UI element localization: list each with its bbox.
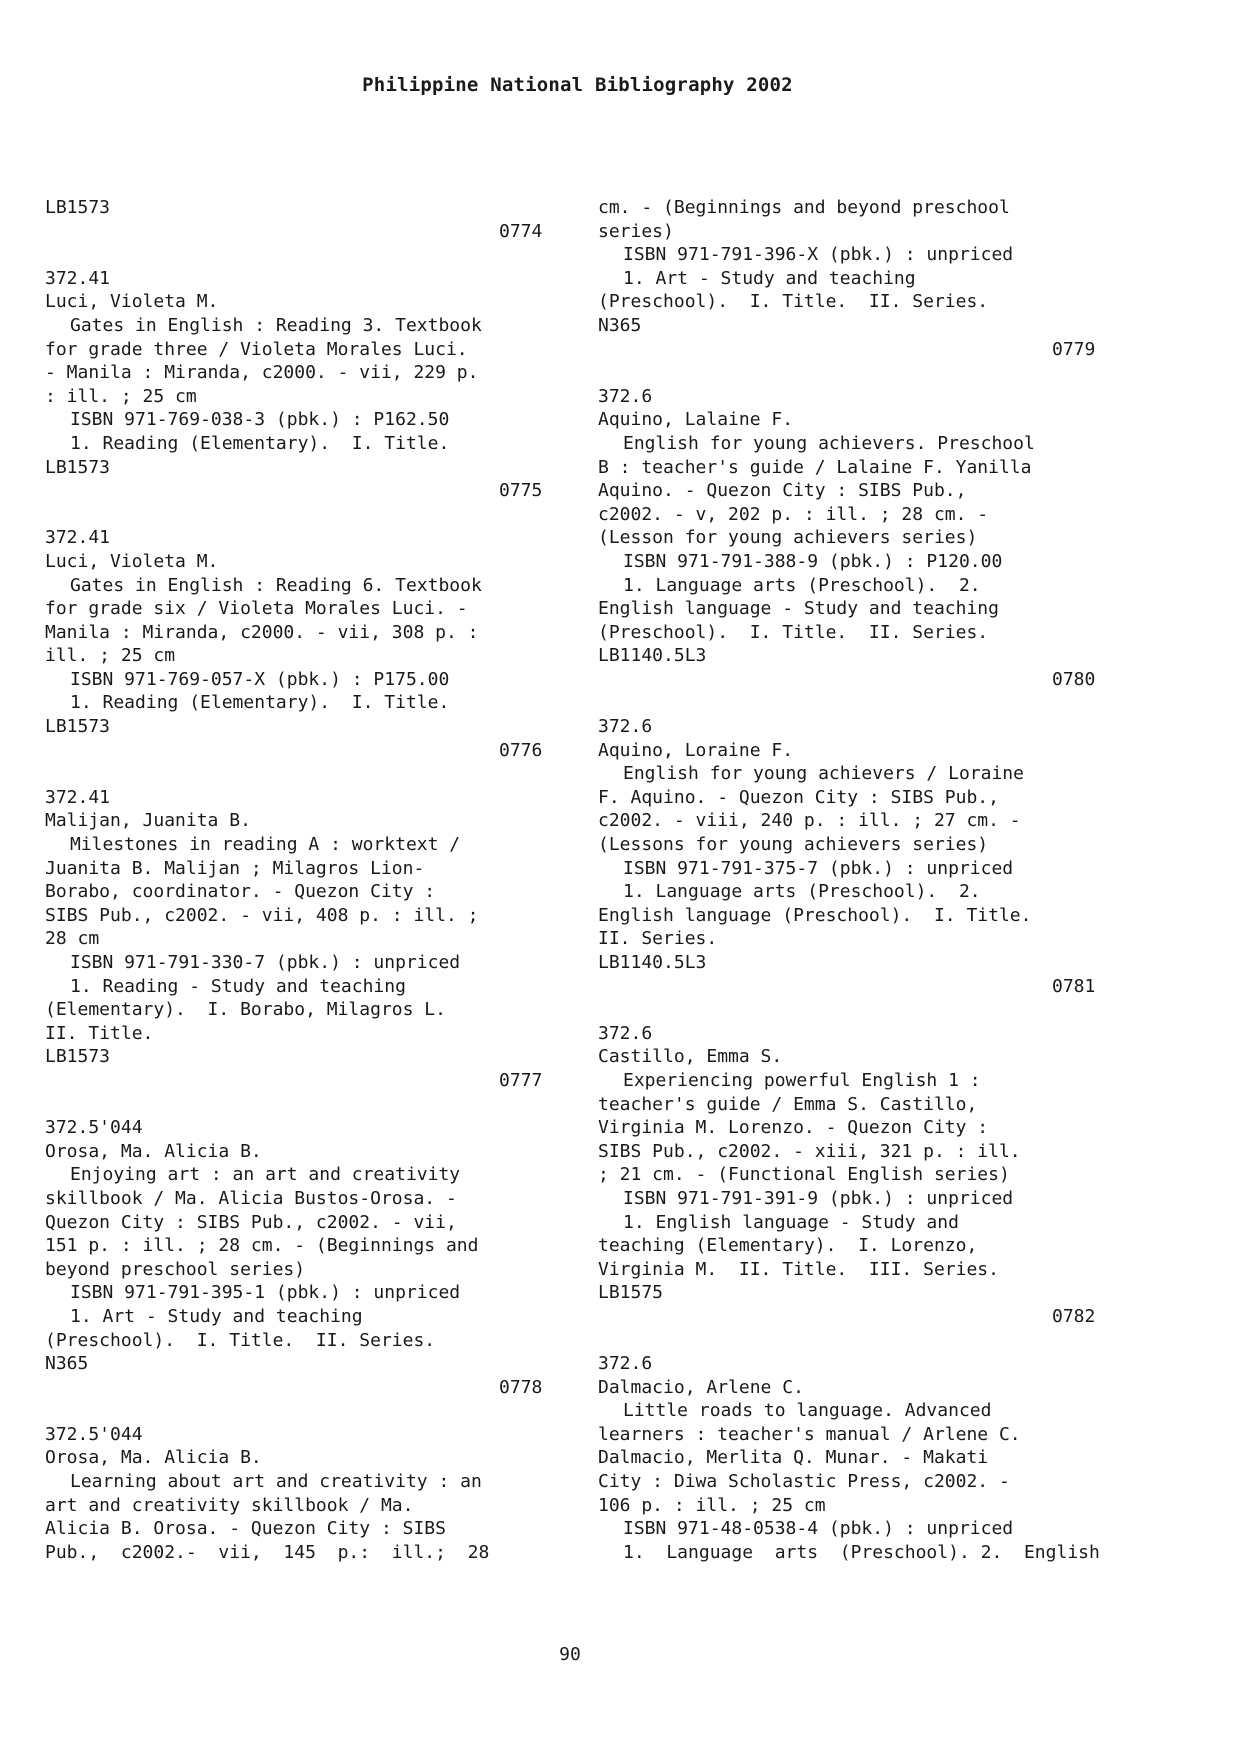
- bib-line: [598, 998, 1108, 1022]
- bib-line: LB1575: [598, 1282, 664, 1304]
- bib-line: [598, 361, 1108, 385]
- bib-line: - Manila : Miranda, c2000. - vii, 229 p.: [45, 362, 479, 384]
- entry-number: 0774: [499, 220, 543, 242]
- bib-line: [45, 1093, 555, 1117]
- bib-line: ISBN 971-48-0538-4 (pbk.) : unpriced: [623, 1518, 1014, 1540]
- bib-line: SIBS Pub., c2002. - vii, 408 p. : ill. ;: [45, 904, 479, 926]
- bib-line: English language - Study and teaching: [598, 598, 999, 620]
- bib-line: English language (Preschool). I. Title.: [598, 904, 1032, 926]
- entry-number: 0780: [1052, 668, 1096, 690]
- bib-line: II. Title.: [45, 1022, 154, 1044]
- bib-line: Dalmacio, Merlita Q. Munar. - Makati: [598, 1447, 989, 1469]
- bib-line: 372.41: [45, 527, 111, 549]
- bib-line: for grade three / Violeta Morales Luci.: [45, 338, 468, 360]
- bib-line: 1. Reading (Elementary). I. Title.: [70, 432, 450, 454]
- bib-line: 1. Language arts (Preschool). 2. English: [623, 1541, 1100, 1563]
- right-column: [598, 196, 1108, 1564]
- bib-line: 1. Art - Study and teaching: [70, 1305, 363, 1327]
- bib-line: 372.41: [45, 786, 111, 808]
- bib-line: series): [598, 220, 674, 242]
- bib-line: 372.6: [598, 385, 653, 407]
- bib-line: ISBN 971-791-395-1 (pbk.) : unpriced: [70, 1282, 461, 1304]
- bib-line: ISBN 971-791-391-9 (pbk.) : unpriced: [623, 1187, 1014, 1209]
- bib-line: (Preschool). I. Title. II. Series.: [598, 291, 989, 313]
- bib-line: ill. ; 25 cm: [45, 645, 176, 667]
- bib-line: II. Series.: [598, 928, 718, 950]
- bib-line: N365: [45, 1353, 89, 1375]
- bib-line: 1. English language - Study and: [623, 1211, 959, 1233]
- bib-line: ISBN 971-769-038-3 (pbk.) : P162.50: [70, 409, 450, 431]
- bib-line: English for young achievers. Preschool: [623, 432, 1035, 454]
- entry-number: 0775: [499, 480, 543, 502]
- bib-line: 1. Reading (Elementary). I. Title.: [70, 692, 450, 714]
- bib-line: Virginia M. Lorenzo. - Quezon City :: [598, 1117, 989, 1139]
- entry-number: 0781: [1052, 975, 1096, 997]
- bib-line: Virginia M. II. Title. III. Series.: [598, 1258, 999, 1280]
- bib-line: teacher's guide / Emma S. Castillo,: [598, 1093, 978, 1115]
- entry-number: 0778: [499, 1376, 543, 1398]
- bib-line: Borabo, coordinator. - Quezon City :: [45, 881, 436, 903]
- bib-line: Pub., c2002.- vii, 145 p.: ill.; 28: [45, 1541, 490, 1563]
- bib-line: Alicia B. Orosa. - Quezon City : SIBS: [45, 1518, 446, 1540]
- bib-line: 372.6: [598, 716, 653, 738]
- bib-line: F. Aquino. - Quezon City : SIBS Pub.,: [598, 786, 999, 808]
- bib-line: 28 cm: [45, 928, 100, 950]
- bib-line: Aquino. - Quezon City : SIBS Pub.,: [598, 480, 967, 502]
- bib-line: LB1573: [45, 456, 111, 478]
- bib-line: Gates in English : Reading 3. Textbook: [70, 314, 482, 336]
- bib-line: LB1573: [45, 197, 111, 218]
- bib-line: (Elementary). I. Borabo, Milagros L.: [45, 999, 446, 1021]
- bib-line: Enjoying art : an art and creativity: [70, 1164, 461, 1186]
- bib-line: Luci, Violeta M.: [45, 291, 219, 313]
- bib-line: [45, 762, 555, 786]
- bib-line: Malijan, Juanita B.: [45, 810, 251, 832]
- bib-line: SIBS Pub., c2002. - xiii, 321 p. : ill.: [598, 1140, 1021, 1162]
- bib-line: [598, 691, 1108, 715]
- bib-line: 151 p. : ill. ; 28 cm. - (Beginnings and: [45, 1235, 479, 1257]
- bib-line: Gates in English : Reading 6. Textbook: [70, 574, 482, 596]
- bib-line: LB1573: [45, 1046, 111, 1068]
- bib-line: (Preschool). I. Title. II. Series.: [45, 1329, 436, 1351]
- bib-line: Manila : Miranda, c2000. - vii, 308 p. :: [45, 621, 479, 643]
- bib-line: [598, 1329, 1108, 1353]
- bib-line: Orosa, Ma. Alicia B.: [45, 1447, 262, 1469]
- bib-line: Juanita B. Malijan ; Milagros Lion-: [45, 857, 425, 879]
- bib-line: N365: [598, 314, 642, 336]
- page-title: Philippine National Bibliography 2002: [362, 74, 793, 96]
- bib-line: : ill. ; 25 cm: [45, 385, 197, 407]
- bib-line: skillbook / Ma. Alicia Bustos-Orosa. -: [45, 1187, 457, 1209]
- bib-line: Little roads to language. Advanced: [623, 1400, 992, 1422]
- entry-number: 0777: [499, 1069, 543, 1091]
- bib-line: ISBN 971-769-057-X (pbk.) : P175.00: [70, 668, 450, 690]
- bib-line: 1. Language arts (Preschool). 2.: [623, 574, 981, 596]
- left-column: [45, 196, 555, 1564]
- bib-line: 372.41: [45, 267, 111, 289]
- bib-line: ISBN 971-791-396-X (pbk.) : unpriced: [623, 244, 1014, 266]
- bib-line: [45, 1399, 555, 1423]
- bib-line: c2002. - viii, 240 p. : ill. ; 27 cm. -: [598, 810, 1021, 832]
- entry-number: 0782: [1052, 1305, 1096, 1327]
- bib-line: [45, 243, 555, 267]
- bib-line: Luci, Violeta M.: [45, 550, 219, 572]
- bib-line: City : Diwa Scholastic Press, c2002. -: [598, 1471, 1010, 1493]
- bib-line: beyond preschool series): [45, 1258, 306, 1280]
- bib-line: (Preschool). I. Title. II. Series.: [598, 621, 989, 643]
- bib-line: LB1140.5L3: [598, 645, 707, 667]
- bib-line: English for young achievers / Loraine: [623, 763, 1024, 785]
- bib-line: [45, 503, 555, 527]
- bib-line: B : teacher's guide / Lalaine F. Yanilla: [598, 456, 1032, 478]
- bib-line: Castillo, Emma S.: [598, 1046, 783, 1068]
- bib-line: Orosa, Ma. Alicia B.: [45, 1140, 262, 1162]
- bib-line: ; 21 cm. - (Functional English series): [598, 1164, 1010, 1186]
- bib-line: cm. - (Beginnings and beyond preschool: [598, 197, 1010, 218]
- bib-line: 372.5'044: [45, 1117, 143, 1139]
- bib-line: Milestones in reading A : worktext /: [70, 834, 461, 856]
- bib-line: 372.5'044: [45, 1423, 143, 1445]
- bib-line: c2002. - v, 202 p. : ill. ; 28 cm. -: [598, 503, 989, 525]
- bib-line: learners : teacher's manual / Arlene C.: [598, 1423, 1021, 1445]
- bib-line: 372.6: [598, 1022, 653, 1044]
- bib-line: ISBN 971-791-375-7 (pbk.) : unpriced: [623, 857, 1014, 879]
- entry-number: 0779: [1052, 338, 1096, 360]
- bib-line: LB1573: [45, 716, 111, 738]
- bib-line: (Lessons for young achievers series): [598, 834, 989, 856]
- bib-line: Experiencing powerful English 1 :: [623, 1069, 981, 1091]
- bib-line: art and creativity skillbook / Ma.: [45, 1494, 414, 1516]
- bib-line: 372.6: [598, 1353, 653, 1375]
- bib-line: 1. Art - Study and teaching: [623, 267, 916, 289]
- bib-line: LB1140.5L3: [598, 952, 707, 973]
- bib-line: ISBN 971-791-388-9 (pbk.) : P120.00: [623, 550, 1003, 572]
- bib-line: 1. Reading - Study and teaching: [70, 975, 406, 997]
- bib-line: Quezon City : SIBS Pub., c2002. - vii,: [45, 1211, 457, 1233]
- bib-line: ISBN 971-791-330-7 (pbk.) : unpriced: [70, 952, 461, 973]
- bib-line: Aquino, Loraine F.: [598, 739, 794, 761]
- page-number: 90: [559, 1644, 581, 1665]
- entry-number: 0776: [499, 739, 543, 761]
- bib-line: Learning about art and creativity : an: [70, 1471, 482, 1493]
- bib-line: for grade six / Violeta Morales Luci. -: [45, 598, 468, 620]
- bib-line: 106 p. : ill. ; 25 cm: [598, 1494, 826, 1516]
- bib-line: 1. Language arts (Preschool). 2.: [623, 881, 981, 903]
- bib-line: Aquino, Lalaine F.: [598, 409, 794, 431]
- bib-line: teaching (Elementary). I. Lorenzo,: [598, 1235, 978, 1257]
- bib-line: (Lesson for young achievers series): [598, 527, 978, 549]
- bib-line: Dalmacio, Arlene C.: [598, 1376, 804, 1398]
